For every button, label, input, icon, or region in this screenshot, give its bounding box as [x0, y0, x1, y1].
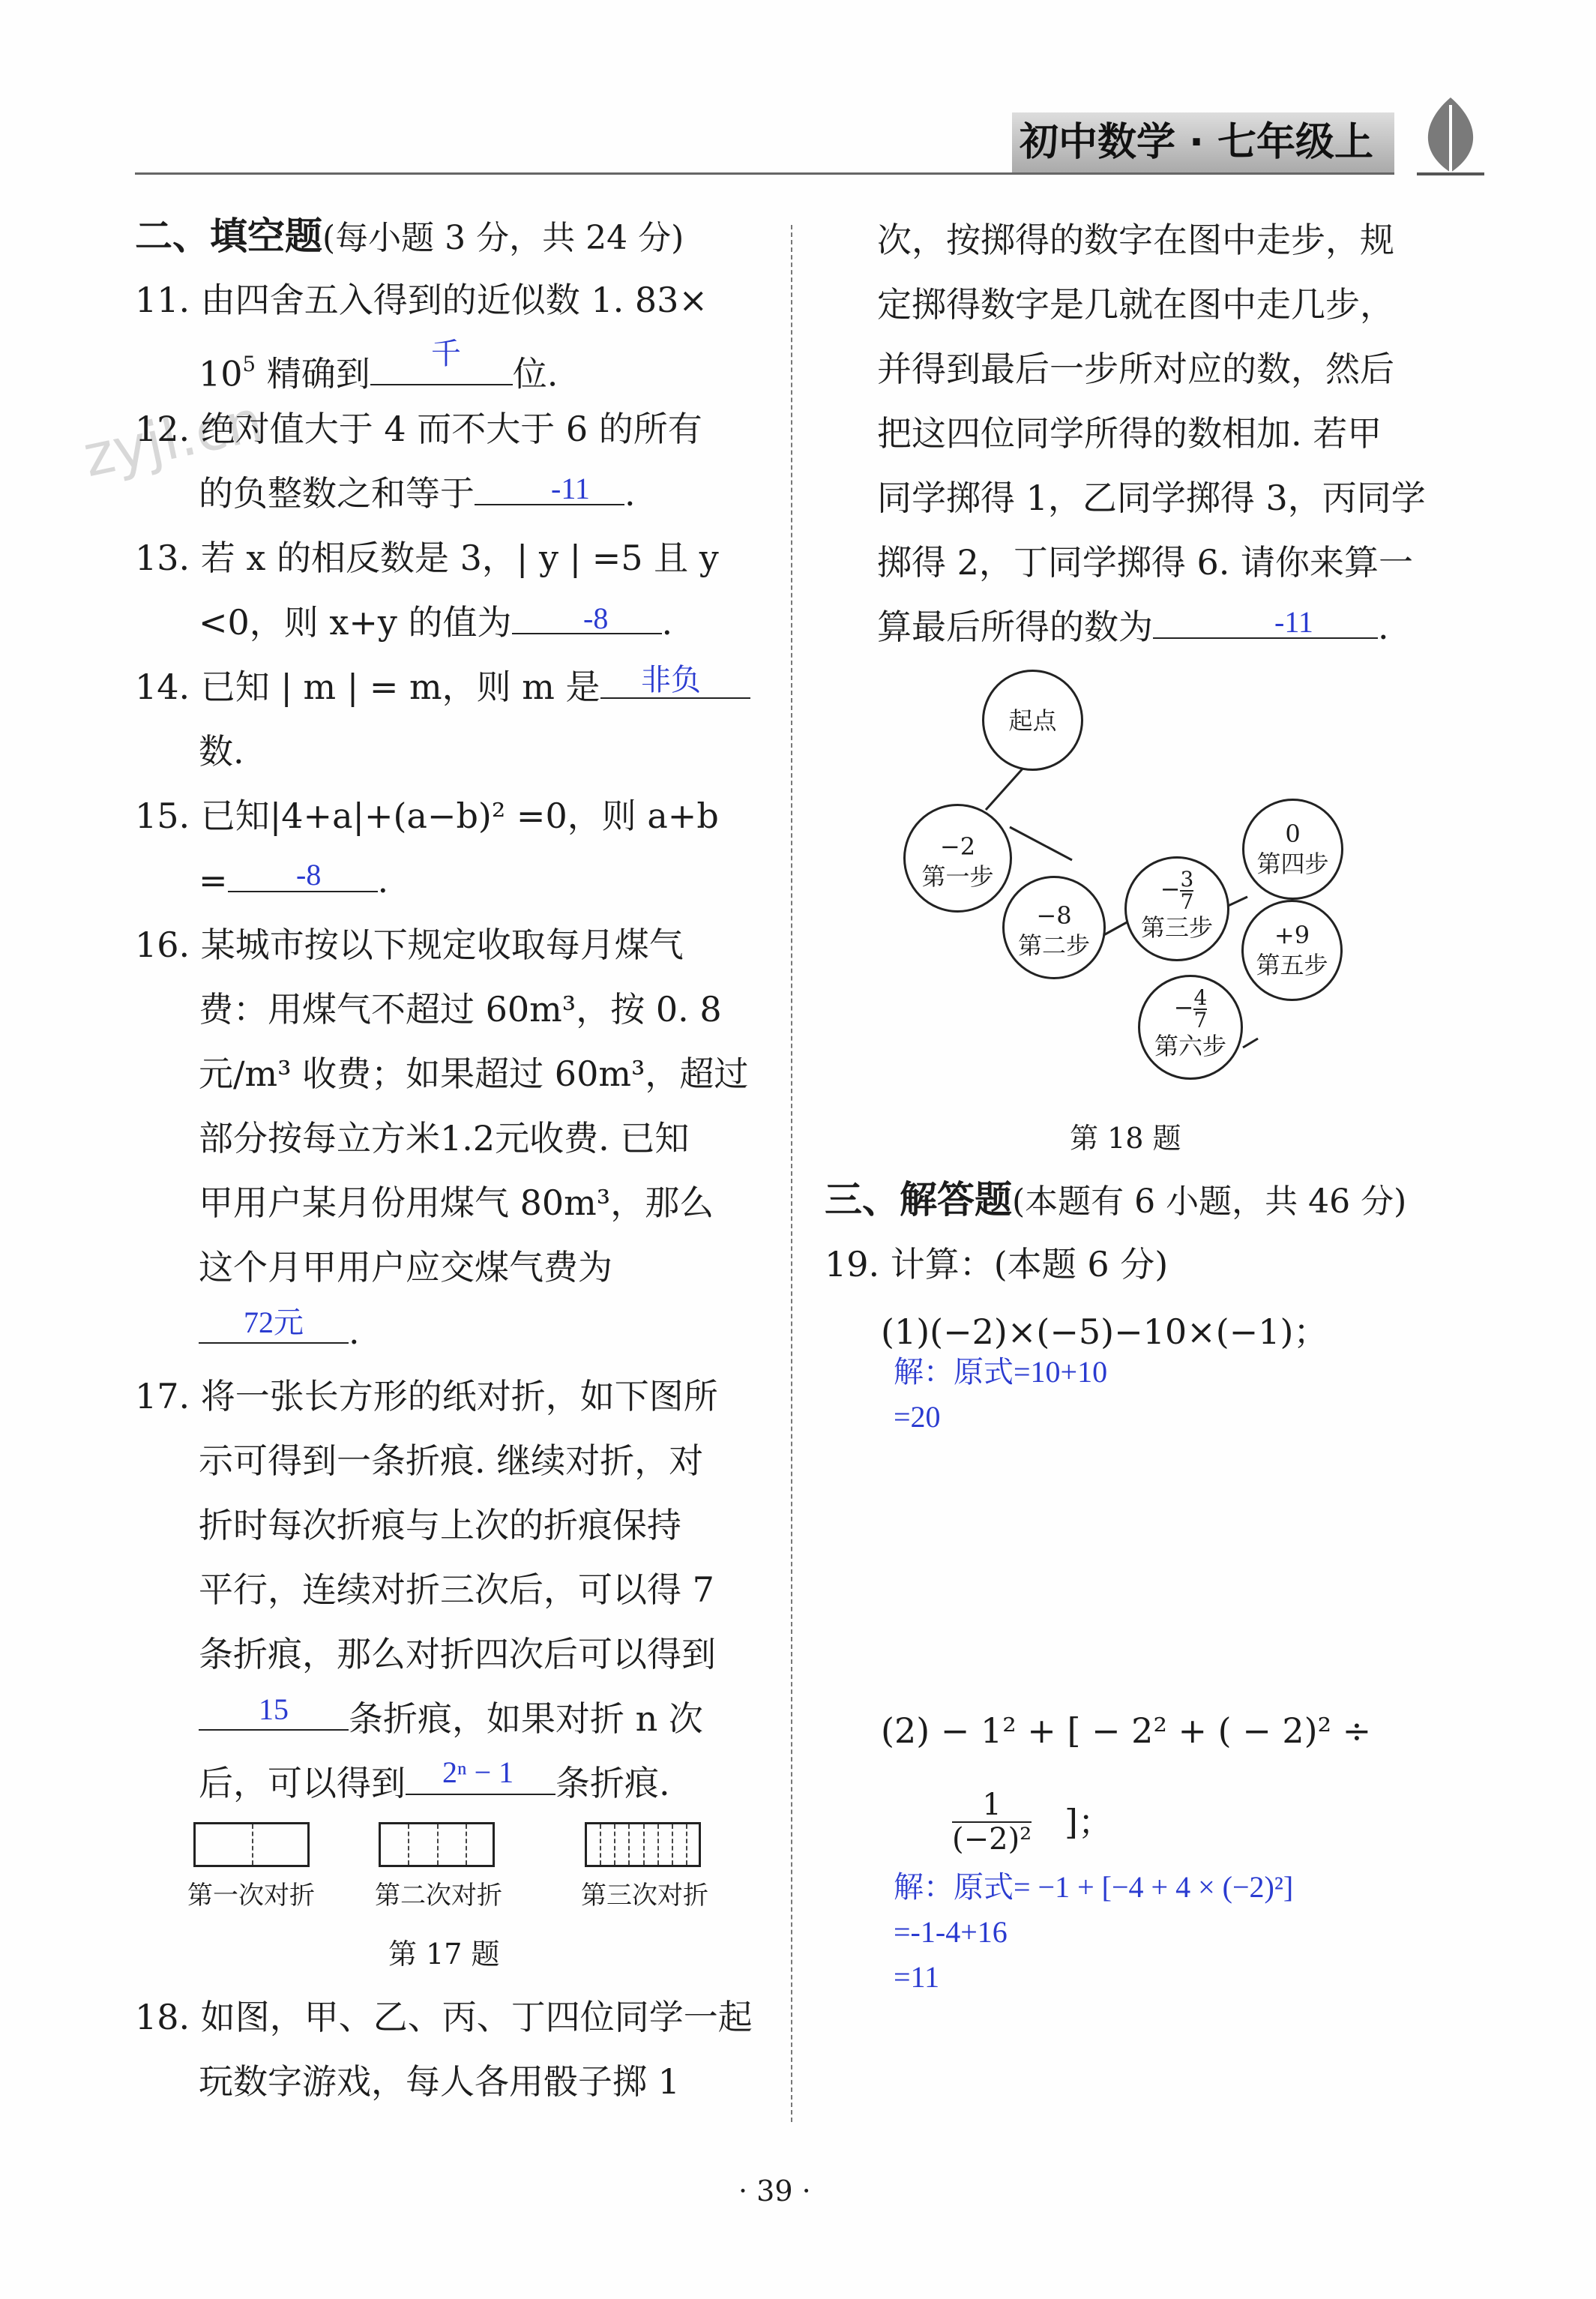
q17-line3: 折时每次折痕与上次的折痕保持 [199, 1505, 681, 1545]
q17-line1: 17. 将一张长方形的纸对折，如下图所 [135, 1376, 718, 1416]
node-step5: +9 第五步 [1241, 900, 1343, 1001]
fold-label-2: 第二次对折 [375, 1881, 502, 1911]
q18-right3: 并得到最后一步所对应的数，然后 [877, 349, 1394, 389]
q17-line4: 平行，连续对折三次后，可以得 7 [199, 1569, 714, 1610]
leaf-logo-icon [1409, 90, 1492, 180]
fold-label-1: 第一次对折 [187, 1881, 315, 1911]
q14-answer: 非负 [641, 663, 701, 697]
q12-blank [475, 474, 624, 505]
section3-title: 三、解答题(本题有 6 小题，共 46 分) [825, 1177, 1407, 1221]
q18-right5: 同学掷得 1，乙同学掷得 3，丙同学 [877, 478, 1426, 518]
q13-line1: 13. 若 x 的相反数是 3，| y | =5 且 y [135, 538, 719, 578]
fold-figure-2 [379, 1822, 495, 1867]
q16-answer: 72元 [244, 1305, 304, 1339]
q18-right6: 掷得 2，丁同学掷得 6. 请你来算一 [877, 542, 1414, 583]
q19-part2-sol-2: =-1-4+16 [894, 1915, 1008, 1949]
q18-right4: 把这四位同学所得的数相加. 若甲 [877, 413, 1382, 454]
q19-part1-sol-2: =20 [894, 1400, 941, 1434]
section2-title: 二、填空题(每小题 3 分，共 24 分) [135, 214, 684, 258]
q19-part2-sol-3: =11 [894, 1960, 940, 1994]
q18-line2: 玩数字游戏，每人各用骰子掷 1 [199, 2061, 680, 2102]
q17-answer1: 15 [259, 1692, 289, 1726]
fold-figure-3 [585, 1822, 701, 1867]
header-rule [135, 172, 1394, 175]
q14-line1: 14. 已知 | m | = m，则 m 是 [135, 664, 750, 709]
q19-part1-sol-1: 解：原式=10+10 [894, 1355, 1108, 1389]
q19-part2-sol-1: 解：原式= −1 + [−4 + 4 × (−2)²] [894, 1870, 1294, 1904]
q17-line7: 后，可以得到 条折痕. [199, 1763, 670, 1803]
q16-line3: 元/m³ 收费；如果超过 60m³，超过 [199, 1054, 749, 1094]
q19-part2-fraction: 1 (−2)² [952, 1788, 1032, 1857]
q16-line7: . [199, 1309, 360, 1354]
column-divider [791, 225, 792, 2122]
q15-line1: 15. 已知|4+a|+(a−b)² =0，则 a+b [135, 796, 719, 836]
node-step2: −8 第二步 [1002, 876, 1106, 979]
node-start: 起点 [982, 670, 1083, 771]
q17-line6: 条折痕，如果对折 n 次 [199, 1696, 703, 1741]
q16-line4: 部分按每立方米1.2元收费. 已知 [199, 1118, 690, 1158]
q18-blank [1153, 607, 1378, 639]
q18-answer: -11 [1274, 605, 1313, 639]
q11-answer: 千 [431, 337, 461, 370]
q18-caption: 第 18 题 [1070, 1122, 1181, 1155]
q12-answer: -11 [551, 472, 590, 505]
q11-line2: $10^5$ 精确到 位. [199, 352, 558, 394]
header-title: 初中数学 · 七年级上 [1020, 120, 1373, 165]
q19-part2-end: ]； [1064, 1802, 1112, 1842]
q16-line2: 费：用煤气不超过 60m³，按 0. 8 [199, 989, 722, 1030]
node-step4: 0 第四步 [1242, 799, 1343, 900]
q11-line1: 11. 由四舍五入得到的近似数 1. 83× [135, 280, 708, 320]
q13-answer: -8 [583, 601, 609, 635]
q15-answer: -8 [296, 858, 322, 892]
watermark: zyjl.cn [77, 386, 268, 490]
q18-right1: 次，按掷得的数字在图中走步，规 [877, 220, 1394, 260]
q17-answer2: 2ⁿ − 1 [442, 1755, 514, 1789]
q16-line6: 这个月甲用户应交煤气费为 [199, 1247, 612, 1287]
q12-line2: 的负整数之和等于 . [199, 473, 636, 514]
q17-line2: 示可得到一条折痕. 继续对折，对 [199, 1440, 704, 1481]
q15-line2: = . [199, 860, 389, 901]
q16-line1: 16. 某城市按以下规定收取每月煤气 [135, 925, 684, 965]
node-step6: − $\frac{4}{7}$ 第六步 [1138, 975, 1243, 1080]
q18-right7: 算最后所得的数为 . [877, 607, 1389, 647]
q18-right2: 定掷得数字是几就在图中走几步， [877, 284, 1394, 325]
node-step1: −2 第一步 [903, 804, 1012, 913]
q17-line5: 条折痕，那么对折四次后可以得到 [199, 1634, 716, 1674]
fold-label-3: 第三次对折 [581, 1881, 708, 1911]
q19-part1: (1)(−2)×(−5)−10×(−1)； [881, 1311, 1328, 1352]
q12-line1: 12. 绝对值大于 4 而不大于 6 的所有 [135, 409, 702, 449]
fold-figure-1 [193, 1822, 310, 1867]
q13-line2: <0，则 x+y 的值为 . [199, 602, 673, 643]
q14-line2: 数. [199, 731, 244, 772]
q19-title: 19. 计算：(本题 6 分) [825, 1244, 1169, 1284]
q16-line5: 甲用户某月份用煤气 80m³，那么 [199, 1182, 714, 1223]
q19-part2: (2) − 1² + [ − 2² + ( − 2)² ÷ [881, 1710, 1372, 1751]
q18-line1: 18. 如图，甲、乙、丙、丁四位同学一起 [135, 1997, 753, 2037]
page-number: · 39 · [738, 2175, 811, 2208]
node-step3: − $\frac{3}{7}$ 第三步 [1124, 856, 1229, 961]
q17-caption: 第 17 题 [388, 1938, 500, 1971]
